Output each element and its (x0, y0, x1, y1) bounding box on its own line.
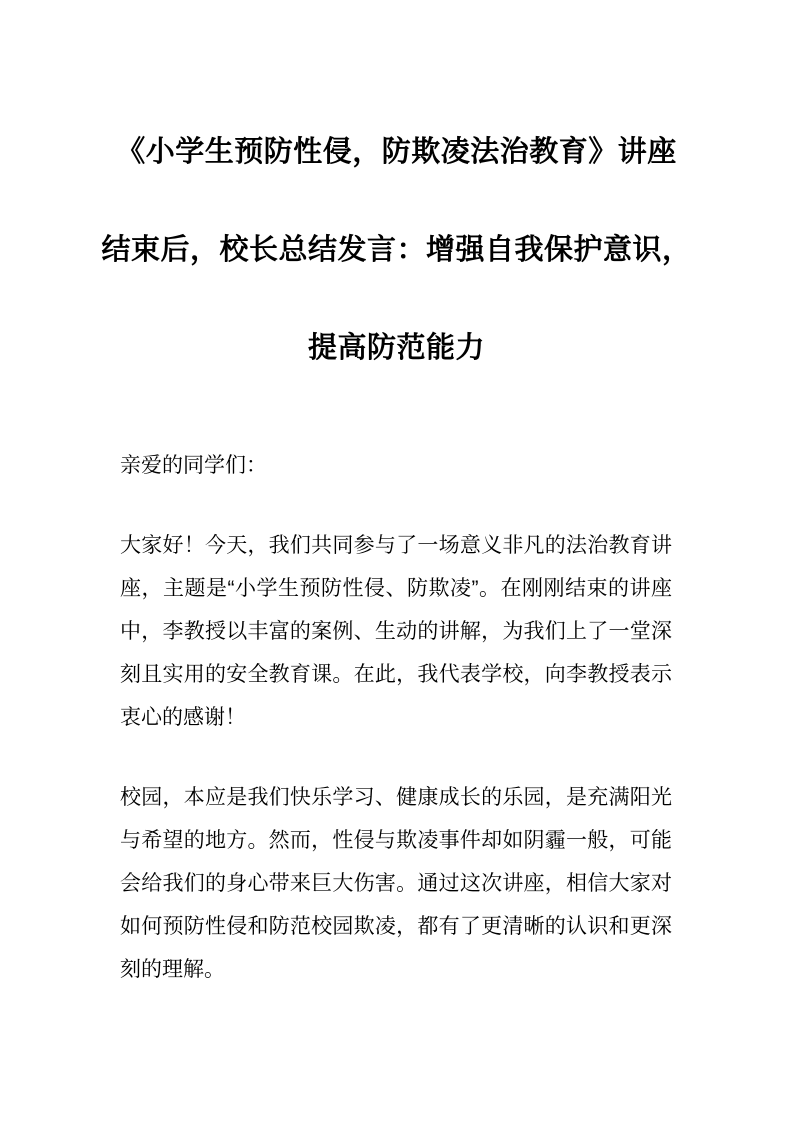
document-body (120, 444, 672, 991)
title-line-2: 结束后，校长总结发言：增强自我保护意识， (101, 234, 692, 266)
title-line-3: 提高防范能力 (307, 332, 485, 364)
title-line-1: 《小学生预防性侵，防欺凌法治教育》讲座 (116, 136, 677, 168)
salutation: 亲爱的同学们： (120, 454, 267, 477)
paragraph-2: 校园，本应是我们快乐学习、健康成长的乐园，是充满阳光与希望的地方。然而，性侵与欺凌事件却如阴霾一般，可能会给我们的身心带来巨大伤害。通过这次讲座，相信大家对如何预防性侵和防范校园欺凌，都有了更清晰的认识和更深刻的理解。 (120, 786, 672, 981)
paragraph-1: 大家好！今天，我们共同参与了一场意义非凡的法治教育讲座，主题是“小学生预防性侵、防欺凌”。在刚刚结束的讲座中，李教授以丰富的案例、生动的讲解，为我们上了一堂深刻且实用的安全教育课。在此，我代表学校，向李教授表示衷心的感谢！ (120, 534, 672, 729)
document-title (0, 103, 793, 397)
